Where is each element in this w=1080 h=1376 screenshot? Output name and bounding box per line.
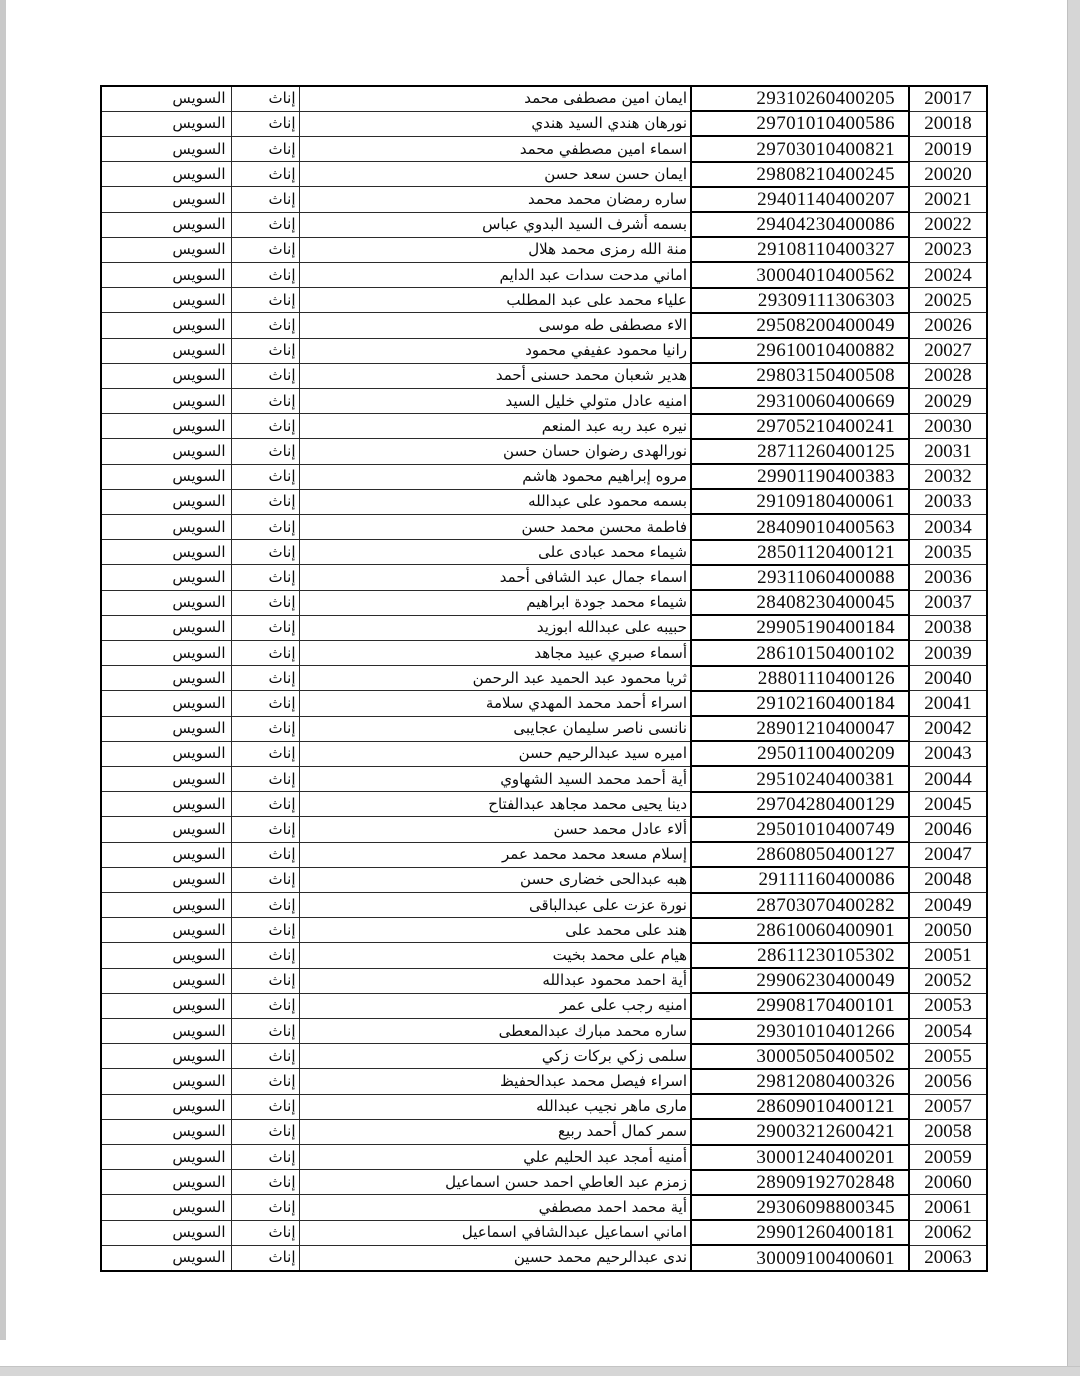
student-name-cell: ساره رمضان محمد محمد [299,187,691,212]
gender-cell: إناث [231,1245,299,1271]
governorate-cell: السويس [101,1069,231,1094]
gender-cell: إناث [231,741,299,766]
gender-cell: إناث [231,666,299,691]
table-row [101,212,987,237]
serial-number-cell: 20049 [909,893,987,918]
national-id-cell: 29510240400381 [691,766,909,791]
serial-number-cell: 20019 [909,136,987,161]
serial-number-cell: 20050 [909,918,987,943]
student-name-cell: رانيا محمود عفيفي محمود [299,338,691,363]
national-id-cell: 29812080400326 [691,1069,909,1094]
table-row [101,615,987,640]
serial-number-cell: 20029 [909,388,987,413]
gender-cell: إناث [231,313,299,338]
governorate-cell: السويس [101,1019,231,1044]
serial-number-cell: 20042 [909,716,987,741]
governorate-cell: السويس [101,1044,231,1069]
student-name-cell: اميره سيد عبدالرحيم حسن [299,741,691,766]
governorate-cell: السويس [101,640,231,665]
national-id-cell: 28610060400901 [691,918,909,943]
table-row [101,1195,987,1220]
serial-number-cell: 20023 [909,237,987,262]
serial-number-cell: 20022 [909,212,987,237]
governorate-cell: السويس [101,1195,231,1220]
national-id-cell: 28909192702848 [691,1170,909,1195]
national-id-cell: 28609010400121 [691,1094,909,1119]
serial-number-cell: 20021 [909,187,987,212]
table-row [101,1094,987,1119]
gender-cell: إناث [231,136,299,161]
table-row [101,1119,987,1144]
gender-cell: إناث [231,439,299,464]
national-id-cell: 29908170400101 [691,993,909,1018]
governorate-cell: السويس [101,187,231,212]
gender-cell: إناث [231,1019,299,1044]
student-name-cell: ايمان حسن سعد حسن [299,162,691,187]
national-id-cell: 29705210400241 [691,414,909,439]
student-name-cell: منة الله رمزى محمد هلال [299,237,691,262]
gender-cell: إناث [231,212,299,237]
national-id-cell: 29905190400184 [691,615,909,640]
serial-number-cell: 20060 [909,1170,987,1195]
serial-number-cell: 20033 [909,489,987,514]
national-id-cell: 29309111306303 [691,288,909,313]
serial-number-cell: 20039 [909,640,987,665]
national-id-cell: 30004010400562 [691,262,909,287]
student-name-cell: شيماء محمد عبادى على [299,540,691,565]
table-row [101,893,987,918]
governorate-cell: السويس [101,489,231,514]
gender-cell: إناث [231,489,299,514]
table-row [101,766,987,791]
student-name-cell: اماني مدحت سدات عبد الدايم [299,262,691,287]
gender-cell: إناث [231,1195,299,1220]
table-row [101,817,987,842]
national-id-cell: 30005050400502 [691,1044,909,1069]
serial-number-cell: 20043 [909,741,987,766]
governorate-cell: السويس [101,943,231,968]
serial-number-cell: 20034 [909,514,987,539]
serial-number-cell: 20037 [909,590,987,615]
table-row [101,716,987,741]
table-row [101,792,987,817]
gender-cell: إناث [231,514,299,539]
student-name-cell: أسماء صبري عبيد مجاهد [299,640,691,665]
student-name-cell: مروه إبراهيم محمود هاشم [299,464,691,489]
student-name-cell: اسماء جمال عبد الشافى أحمد [299,565,691,590]
governorate-cell: السويس [101,1170,231,1195]
gender-cell: إناث [231,187,299,212]
table-row [101,288,987,313]
student-name-cell: سمر كمال أحمد ربيع [299,1119,691,1144]
serial-number-cell: 20026 [909,313,987,338]
student-name-cell: مارى ماهر نجيب عبدالله [299,1094,691,1119]
table-row [101,1044,987,1069]
national-id-cell: 29703010400821 [691,136,909,161]
table-row [101,489,987,514]
student-name-cell: امنيه عادل متولي خليل السيد [299,388,691,413]
governorate-cell: السويس [101,867,231,892]
governorate-cell: السويس [101,464,231,489]
gender-cell: إناث [231,262,299,287]
gender-cell: إناث [231,1094,299,1119]
table-row [101,640,987,665]
table-row [101,993,987,1018]
student-name-cell: أية أحمد محمد السيد الشهاوي [299,766,691,791]
table-row [101,691,987,716]
gender-cell: إناث [231,414,299,439]
national-id-cell: 28409010400563 [691,514,909,539]
governorate-cell: السويس [101,262,231,287]
governorate-cell: السويس [101,842,231,867]
student-name-cell: الاء مصطفى طه موسى [299,313,691,338]
table-row [101,514,987,539]
serial-number-cell: 20044 [909,766,987,791]
governorate-cell: السويس [101,1245,231,1271]
gender-cell: إناث [231,86,299,111]
national-id-cell: 30009100400601 [691,1245,909,1271]
table-row [101,313,987,338]
table-row [101,136,987,161]
gender-cell: إناث [231,590,299,615]
student-name-cell: أية محمد احمد مصطفي [299,1195,691,1220]
roster-table-body [101,86,987,1271]
serial-number-cell: 20041 [909,691,987,716]
national-id-cell: 28608050400127 [691,842,909,867]
page-edge-bottom [0,1366,1080,1376]
national-id-cell: 29610010400882 [691,338,909,363]
serial-number-cell: 20036 [909,565,987,590]
governorate-cell: السويس [101,817,231,842]
governorate-cell: السويس [101,666,231,691]
gender-cell: إناث [231,565,299,590]
student-name-cell: ثريا محمود عبد الحميد عبد الرحمن [299,666,691,691]
student-name-cell: بسمه محمود على عبدالله [299,489,691,514]
table-row [101,1220,987,1245]
student-name-cell: دينا يحيى محمد مجاهد عبدالفتاح [299,792,691,817]
national-id-cell: 29102160400184 [691,691,909,716]
gender-cell: إناث [231,1145,299,1170]
gender-cell: إناث [231,338,299,363]
student-name-cell: أية احمد محمود عبدالله [299,968,691,993]
serial-number-cell: 20027 [909,338,987,363]
governorate-cell: السويس [101,993,231,1018]
student-name-cell: سلمى زكي بركات زكي [299,1044,691,1069]
governorate-cell: السويس [101,918,231,943]
table-row [101,565,987,590]
table-row [101,439,987,464]
gender-cell: إناث [231,893,299,918]
student-name-cell: هبه عبدالحى خضارى حسن [299,867,691,892]
national-id-cell: 28801110400126 [691,666,909,691]
gender-cell: إناث [231,237,299,262]
table-row [101,388,987,413]
gender-cell: إناث [231,1220,299,1245]
student-name-cell: زمزم عبد العاطي احمد حسن اسماعيل [299,1170,691,1195]
table-row [101,363,987,388]
governorate-cell: السويس [101,338,231,363]
gender-cell: إناث [231,842,299,867]
governorate-cell: السويس [101,1119,231,1144]
page-edge-left [0,0,6,1340]
serial-number-cell: 20025 [909,288,987,313]
student-name-cell: هيام على محمد بخيت [299,943,691,968]
gender-cell: إناث [231,968,299,993]
gender-cell: إناث [231,615,299,640]
table-row [101,1245,987,1271]
serial-number-cell: 20051 [909,943,987,968]
student-name-cell: امنيه رجب على عمر [299,993,691,1018]
gender-cell: إناث [231,943,299,968]
governorate-cell: السويس [101,766,231,791]
national-id-cell: 29301010401266 [691,1019,909,1044]
governorate-cell: السويس [101,136,231,161]
student-name-cell: نيره عبد ربه عبد المنعم [299,414,691,439]
gender-cell: إناث [231,1069,299,1094]
gender-cell: إناث [231,817,299,842]
student-name-cell: بسمه أشرف السيد البدوي عباس [299,212,691,237]
student-name-cell: نورهان هندي السيد هندي [299,111,691,136]
student-name-cell: ألاء عادل محمد حسن [299,817,691,842]
gender-cell: إناث [231,162,299,187]
governorate-cell: السويس [101,792,231,817]
national-id-cell: 28901210400047 [691,716,909,741]
table-row [101,741,987,766]
governorate-cell: السويس [101,540,231,565]
serial-number-cell: 20056 [909,1069,987,1094]
student-name-cell: هدير شعبان محمد حسنى أحمد [299,363,691,388]
table-row [101,918,987,943]
national-id-cell: 29701010400586 [691,111,909,136]
gender-cell: إناث [231,716,299,741]
serial-number-cell: 20020 [909,162,987,187]
gender-cell: إناث [231,1044,299,1069]
serial-number-cell: 20018 [909,111,987,136]
national-id-cell: 29501100400209 [691,741,909,766]
national-id-cell: 29404230400086 [691,212,909,237]
gender-cell: إناث [231,540,299,565]
national-id-cell: 29508200400049 [691,313,909,338]
governorate-cell: السويس [101,111,231,136]
gender-cell: إناث [231,640,299,665]
governorate-cell: السويس [101,288,231,313]
student-name-cell: حبيبه على عبدالله ابوزيد [299,615,691,640]
student-name-cell: علياء محمد على عبد المطلب [299,288,691,313]
serial-number-cell: 20046 [909,817,987,842]
serial-number-cell: 20059 [909,1145,987,1170]
student-name-cell: ندى عبدالرحيم محمد حسين [299,1245,691,1271]
student-name-cell: أمنيه أمجد عبد الحليم علي [299,1145,691,1170]
student-name-cell: ايمان امين مصطفى محمد [299,86,691,111]
student-name-cell: فاطمة محسن محمد حسن [299,514,691,539]
student-name-cell: اسماء امين مصطفي محمد [299,136,691,161]
gender-cell: إناث [231,1119,299,1144]
serial-number-cell: 20030 [909,414,987,439]
national-id-cell: 29108110400327 [691,237,909,262]
governorate-cell: السويس [101,388,231,413]
national-id-cell: 29704280400129 [691,792,909,817]
table-row [101,867,987,892]
table-row [101,842,987,867]
table-row [101,1069,987,1094]
national-id-cell: 29906230400049 [691,968,909,993]
governorate-cell: السويس [101,514,231,539]
gender-cell: إناث [231,766,299,791]
national-id-cell: 29111160400086 [691,867,909,892]
national-id-cell: 29901190400383 [691,464,909,489]
serial-number-cell: 20035 [909,540,987,565]
national-id-cell: 29501010400749 [691,817,909,842]
national-id-cell: 29901260400181 [691,1220,909,1245]
national-id-cell: 29808210400245 [691,162,909,187]
national-id-cell: 28711260400125 [691,439,909,464]
serial-number-cell: 20048 [909,867,987,892]
serial-number-cell: 20062 [909,1220,987,1245]
student-name-cell: نورالهدى رضوان حسان حسن [299,439,691,464]
table-row [101,666,987,691]
student-name-cell: هند على محمد على [299,918,691,943]
governorate-cell: السويس [101,590,231,615]
serial-number-cell: 20047 [909,842,987,867]
student-name-cell: اماني اسماعيل عبدالشافي اسماعيل [299,1220,691,1245]
serial-number-cell: 20028 [909,363,987,388]
table-row [101,237,987,262]
governorate-cell: السويس [101,1220,231,1245]
governorate-cell: السويس [101,212,231,237]
governorate-cell: السويس [101,439,231,464]
national-id-cell: 29401140400207 [691,187,909,212]
gender-cell: إناث [231,993,299,1018]
table-row [101,338,987,363]
governorate-cell: السويس [101,691,231,716]
student-name-cell: ساره محمد مبارك عبدالمعطى [299,1019,691,1044]
gender-cell: إناث [231,388,299,413]
serial-number-cell: 20024 [909,262,987,287]
student-name-cell: اسراء فيصل محمد عبدالحفيظ [299,1069,691,1094]
table-row [101,540,987,565]
governorate-cell: السويس [101,893,231,918]
governorate-cell: السويس [101,1094,231,1119]
serial-number-cell: 20031 [909,439,987,464]
gender-cell: إناث [231,691,299,716]
gender-cell: إناث [231,464,299,489]
governorate-cell: السويس [101,615,231,640]
serial-number-cell: 20054 [909,1019,987,1044]
national-id-cell: 28501120400121 [691,540,909,565]
governorate-cell: السويس [101,716,231,741]
student-name-cell: شيماء محمد جودة ابراهيم [299,590,691,615]
national-id-cell: 29003212600421 [691,1119,909,1144]
serial-number-cell: 20032 [909,464,987,489]
gender-cell: إناث [231,363,299,388]
national-id-cell: 28611230105302 [691,943,909,968]
serial-number-cell: 20017 [909,86,987,111]
gender-cell: إناث [231,918,299,943]
serial-number-cell: 20055 [909,1044,987,1069]
national-id-cell: 29109180400061 [691,489,909,514]
national-id-cell: 28610150400102 [691,640,909,665]
page-edge-right [1067,0,1080,1376]
table-row [101,943,987,968]
governorate-cell: السويس [101,237,231,262]
student-name-cell: اسراء أحمد محمد المهدي سلامة [299,691,691,716]
national-id-cell: 28703070400282 [691,893,909,918]
national-id-cell: 29306098800345 [691,1195,909,1220]
serial-number-cell: 20063 [909,1245,987,1271]
serial-number-cell: 20038 [909,615,987,640]
table-row [101,111,987,136]
national-id-cell: 29310060400669 [691,388,909,413]
table-row [101,187,987,212]
table-row [101,162,987,187]
serial-number-cell: 20045 [909,792,987,817]
national-id-cell: 28408230400045 [691,590,909,615]
roster-table [100,85,988,1272]
governorate-cell: السويس [101,363,231,388]
governorate-cell: السويس [101,162,231,187]
serial-number-cell: 20057 [909,1094,987,1119]
national-id-cell: 29310260400205 [691,86,909,111]
table-row [101,414,987,439]
serial-number-cell: 20053 [909,993,987,1018]
serial-number-cell: 20058 [909,1119,987,1144]
governorate-cell: السويس [101,414,231,439]
gender-cell: إناث [231,867,299,892]
gender-cell: إناث [231,288,299,313]
table-row [101,590,987,615]
table-row [101,464,987,489]
governorate-cell: السويس [101,1145,231,1170]
table-row [101,1019,987,1044]
table-row [101,968,987,993]
gender-cell: إناث [231,1170,299,1195]
table-row [101,1145,987,1170]
table-row [101,262,987,287]
serial-number-cell: 20052 [909,968,987,993]
gender-cell: إناث [231,111,299,136]
table-row [101,86,987,111]
table-row [101,1170,987,1195]
governorate-cell: السويس [101,86,231,111]
student-name-cell: نورة عزت على عبدالباقى [299,893,691,918]
serial-number-cell: 20040 [909,666,987,691]
governorate-cell: السويس [101,313,231,338]
governorate-cell: السويس [101,741,231,766]
national-id-cell: 29803150400508 [691,363,909,388]
national-id-cell: 30001240400201 [691,1145,909,1170]
serial-number-cell: 20061 [909,1195,987,1220]
governorate-cell: السويس [101,565,231,590]
gender-cell: إناث [231,792,299,817]
national-id-cell: 29311060400088 [691,565,909,590]
student-name-cell: إسلام مسعد محمد محمد عمر [299,842,691,867]
governorate-cell: السويس [101,968,231,993]
student-name-cell: نانسى ناصر سليمان عجايبى [299,716,691,741]
